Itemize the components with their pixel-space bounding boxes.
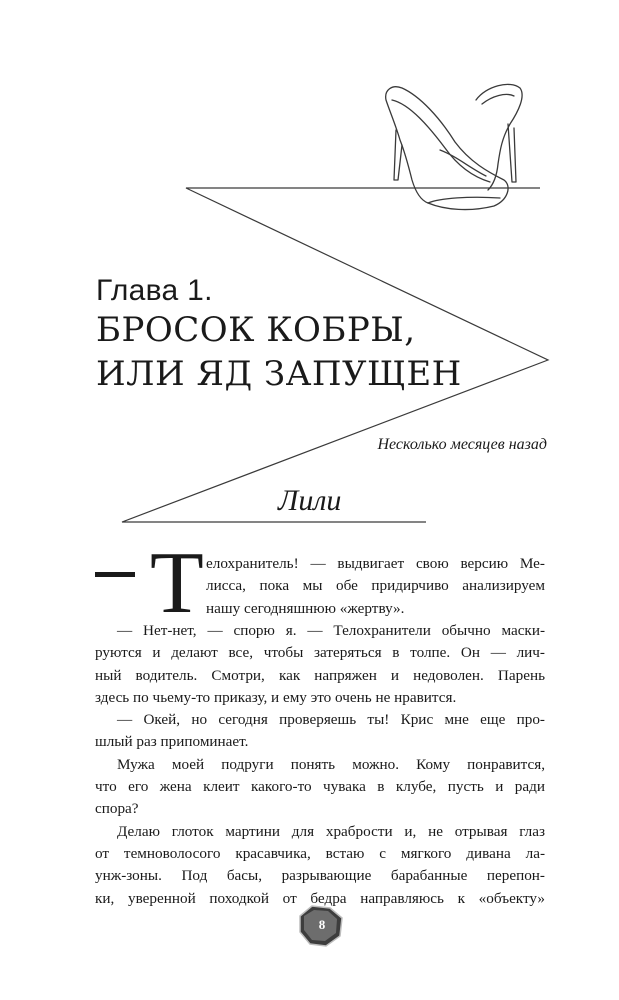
- shoe-front-sole: [428, 197, 500, 203]
- paragraph: [95, 821, 545, 910]
- text-line: здесь по чьему-то приказу, и ему это очень не нравится.: [95, 688, 457, 706]
- text-line: Делаю глоток мартини для храбрости и, не отрывая глаз: [117, 822, 545, 840]
- text-line: унж-зоны. Под басы, разрывающие барабанные перепон-: [95, 867, 545, 885]
- text-line: от темноволосого красавчика, встаю с мягкого дивана ла-: [95, 844, 545, 862]
- text-line: спора?: [95, 800, 139, 818]
- text-line: — Нет-нет, — спорю я. — Телохранители обычно маски-: [117, 622, 545, 639]
- shoe-back-inner: [482, 94, 514, 104]
- first-paragraph-line: лисса, пока мы обе придирчиво анализируем: [206, 577, 545, 595]
- text-line: что его жена клеит какого-то чувака в клубе, пусть и ради: [95, 778, 545, 796]
- text-line: — Окей, но сегодня проверяешь ты! Крис мне еще про-: [117, 711, 545, 729]
- chapter-title-line-1: БРОСОК КОБРЫ,: [96, 310, 416, 350]
- text-line: Мужа моей подруги понять можно. Кому понравится,: [117, 755, 545, 773]
- shoe-front-heel: [394, 130, 402, 180]
- pov-character: Лили: [278, 484, 342, 517]
- high-heels-illustration: [386, 84, 522, 209]
- chapter-title: [96, 308, 516, 396]
- first-paragraph-line: нашу сегодняшнюю «жертву».: [206, 599, 405, 617]
- paragraph: [95, 709, 545, 754]
- shoe-back-heel: [508, 124, 516, 182]
- chapter-number: Глава 1.: [96, 274, 213, 307]
- body-text: [95, 620, 545, 910]
- dropcap-letter: Т: [150, 535, 204, 632]
- paragraph: [95, 620, 545, 709]
- page-number: 8: [318, 917, 326, 932]
- text-line: ки, уверенной походкой от бедра направляюсь к «объекту»: [95, 889, 545, 907]
- shoe-back-toe: [440, 150, 486, 176]
- dropcap-dash: [95, 572, 135, 577]
- chapter-title-line-2: ИЛИ ЯД ЗАПУЩЕН: [96, 354, 462, 394]
- text-line: шлый раз припоминает.: [95, 733, 249, 751]
- first-paragraph-line: елохранитель! — выдвигает свою версию Ме-: [206, 555, 545, 572]
- text-line: ный водитель. Смотри, как напряжен и недоволен. Парень: [95, 666, 545, 684]
- chapter-subtitle: Несколько месяцев назад: [377, 436, 547, 453]
- first-paragraph: [206, 553, 545, 620]
- text-line: руются и делают все, чтобы затеряться в толпе. Он — лич-: [95, 644, 545, 662]
- paragraph: [95, 754, 545, 821]
